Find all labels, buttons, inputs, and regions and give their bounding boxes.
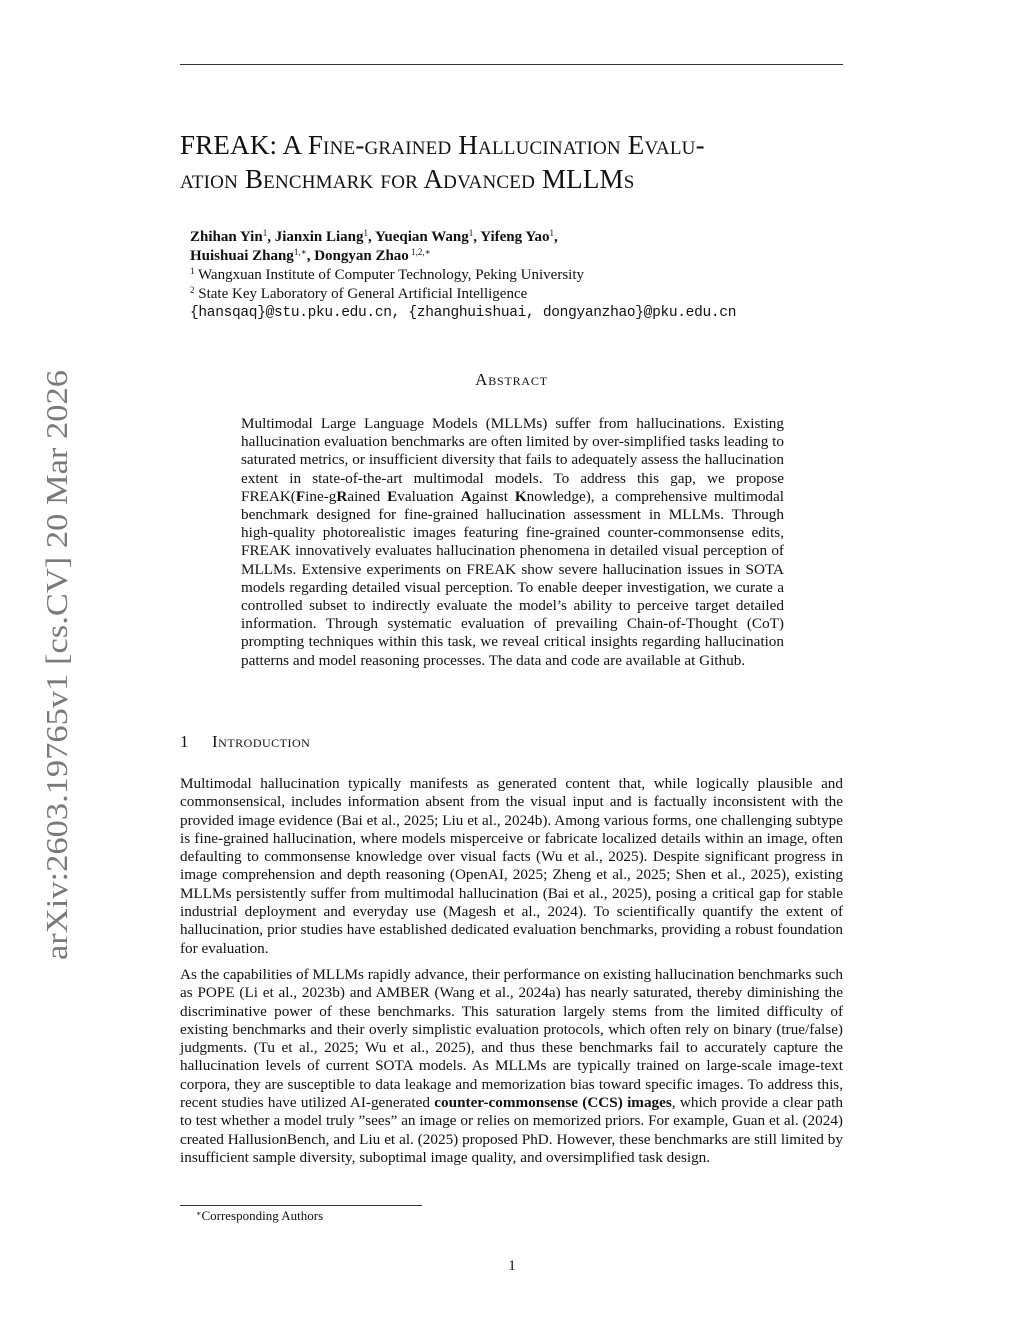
- title-segment: ation Benchmark for Advanced: [180, 164, 542, 194]
- title-segment: s: [623, 164, 635, 194]
- author-name: Zhihan Yin: [190, 229, 263, 245]
- section-title: Introduction: [212, 732, 311, 751]
- author-affiliation-mark: 1: [262, 228, 268, 238]
- author-affiliation-mark: 1: [363, 228, 368, 238]
- paragraph-segment: , which provide a clear path to test whether a model truly ”sees” an image or relies on memorized priors. For example, Guan et al. (2024) created HallusionBench, and Liu et al. (2025) proposed PhD. However, these benchmarks are still limited by insufficient sample diversity, suboptimal image quality, and oversimplified task design.: [180, 1094, 843, 1166]
- abstract-segment: K: [514, 487, 527, 505]
- abstract-segment: valuation: [397, 487, 461, 505]
- author-name: Dongyan Zhao: [314, 248, 409, 264]
- paragraph-segment: Multimodal hallucination typically manifests as generated content that, while logically plausible and commonsensical, includes information absent from the visual input and is factually inconsistent with the provided image evidence (Bai et al., 2025; Liu et al., 2024b). Among various forms, one challenging subtype is fine-grained hallucination, where models misperceive or fabricate localized details within an image, often defaulting to commonsense knowledge over visual facts (Wu et al., 2025). Despite significant progress in image comprehension and depth reasoning (OpenAI, 2025; Zheng et al., 2025; Shen et al., 2025), existing MLLMs persistently suffer from multimodal hallucination (Bai et al., 2025), posing a critical gap for stable industrial deployment and everyday use (Magesh et al., 2024). To scientifically quantify the extent of hallucination, prior studies have established dedicated evaluation benchmarks, providing a robust foundation for evaluation.: [180, 775, 843, 957]
- author-name: Huishuai Zhang: [190, 248, 294, 264]
- introduction-body: [180, 775, 843, 1175]
- abstract-segment: gainst: [471, 487, 515, 505]
- author-affiliation-mark: 1,∗: [293, 247, 307, 257]
- arxiv-stamp-svg: [36, 370, 76, 960]
- affiliation-mark: 2: [190, 285, 195, 295]
- title-segment: FREAK: A: [180, 130, 308, 160]
- abstract-segment: Multimodal Large Language Models (MLLMs) suffer from hallucinations. Existing hallucination evaluation benchmarks are often limited by over-simplified tasks leading to saturated metrics, or insufficient diversity that fails to adequately assess the hallucination extent in state-of-the-art multimodal models. To address this gap, we propose FREAK(: [241, 415, 784, 505]
- author-name: Yueqian Wang: [374, 229, 469, 245]
- author-separator: ,: [306, 248, 315, 264]
- author-name: Yifeng Yao: [480, 229, 550, 245]
- author-affiliation-mark: 1,2,∗: [408, 247, 431, 257]
- abstract-body: [241, 415, 784, 670]
- title-segment: Fine-grained Hallucination Evalu-: [307, 130, 705, 160]
- footnote-rule: [180, 1205, 422, 1206]
- author-block: [190, 228, 840, 323]
- author-name: Jianxin Liang: [274, 229, 364, 245]
- affiliation-2: [190, 285, 840, 304]
- author-line-2: [190, 247, 840, 266]
- page-number: 1: [508, 1258, 516, 1274]
- affiliation-1: [190, 266, 840, 285]
- paragraph-segment: As the capabilities of MLLMs rapidly advance, their performance on existing hallucination benchmarks such as POPE (Li et al., 2023b) and AMBER (Wang et al., 2024a) has nearly saturated, thereby diminishing the discriminative power of these benchmarks. This saturation largely stems from the limited difficulty of existing benchmarks and their overly simplistic evaluation protocols, which often rely on binary (true/false) judgments. (Tu et al., 2025; Wu et al., 2025), and thus these benchmarks fail to accurately capture the hallucination levels of current SOTA models. As MLLMs are typically trained on large-scale image-text corpora, they are susceptible to data leakage and memorization bias toward specific images. To address this, recent studies have utilized AI-generated: [180, 965, 843, 1112]
- section-number: 1: [180, 732, 189, 751]
- abstract-segment: E: [387, 487, 398, 505]
- abstract-segment: A: [460, 487, 472, 505]
- title-line-1: [180, 128, 843, 162]
- affiliation-mark: 1: [190, 266, 195, 276]
- author-separator: ,: [473, 229, 481, 245]
- author-separator: ,: [267, 229, 275, 245]
- author-emails: {hansqaq}@stu.pku.edu.cn, {zhanghuishuai, dongyanzhao}@pku.edu.cn: [190, 305, 737, 321]
- arxiv-stamp-text: arXiv:2603.19765v1 [cs.CV] 20 Mar 2026: [39, 429, 74, 960]
- title-segment: MLLM: [541, 164, 624, 194]
- affiliation-text: State Key Laboratory of General Artificial Intelligence: [194, 286, 528, 302]
- abstract-heading: Abstract: [475, 370, 548, 389]
- footnote: [196, 1208, 323, 1224]
- author-line-1: [190, 228, 840, 247]
- abstract-segment: R: [336, 487, 348, 505]
- abstract-segment: nowledge), a comprehensive multimodal benchmark designed for fine-grained hallucination assessment in MLLMs. Through high-quality photorealistic images featuring fine-grained counter-commonsense edits, FREAK innovatively evaluates hallucination phenomena in detailed visual perception of MLLMs. Extensive experiments on FREAK show severe hallucination issues in SOTA models regarding detailed visual perception. To enable deeper investigation, we curate a controlled subset to indirectly evaluate the model’s ability to perceive target detailed information. Through systematic evaluation of prevailing Chain-of-Thought (CoT) prompting techniques within this task, we reveal critical insights regarding hallucination patterns and model reasoning processes. The data and code are available at Github.: [241, 487, 784, 669]
- section-heading: [180, 732, 310, 752]
- author-affiliation-mark: 1: [549, 228, 555, 238]
- author-affiliation-mark: 1: [468, 228, 474, 238]
- arxiv-identifier-stamp: [36, 370, 76, 960]
- header-rule: [180, 64, 843, 65]
- paragraph-segment: counter-commonsense (CCS) images: [434, 1094, 672, 1112]
- paper-title: [180, 128, 843, 196]
- abstract-segment: ine-g: [305, 487, 337, 505]
- paragraph: [180, 966, 843, 1167]
- author-separator: ,: [554, 229, 558, 245]
- affiliation-text: Wangxuan Institute of Computer Technology, Peking University: [194, 267, 584, 283]
- author-separator: ,: [367, 229, 375, 245]
- footnote-text: Corresponding Authors: [201, 1208, 324, 1223]
- title-line-2: [180, 162, 843, 196]
- footnote-mark: ∗: [196, 1209, 202, 1218]
- abstract-segment: F: [295, 487, 306, 505]
- abstract-segment: ained: [347, 487, 388, 505]
- paragraph: [180, 775, 843, 958]
